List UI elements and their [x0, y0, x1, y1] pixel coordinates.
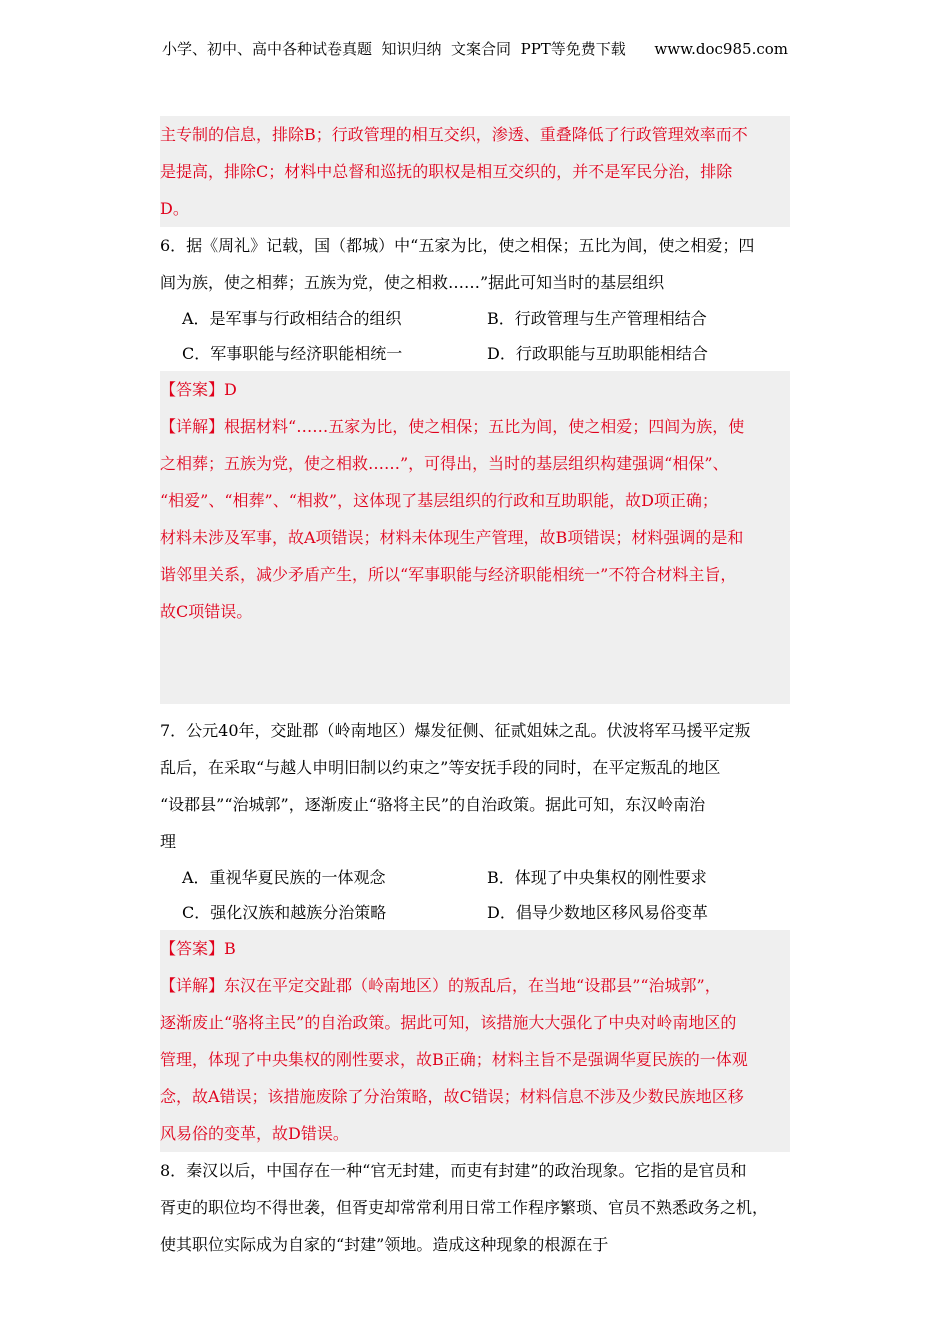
text-line: 理: [160, 832, 177, 851]
detail-line: 管理，体现了中央集权的刚性要求，故B正确；材料主旨不是强调华夏民族的一体观: [160, 1050, 748, 1069]
text-line: “设郡县”“治城郭”，逐渐废止“骆将主民”的自治政策。据此可知，东汉岭南治: [160, 795, 706, 814]
text-line: 8．秦汉以后，中国存在一种“官无封建，而吏有封建”的政治现象。它指的是官员和: [160, 1161, 747, 1180]
text-line: 主专制的信息，排除B；行政管理的相互交织，渗透、重叠降低了行政管理效率而不: [160, 125, 748, 144]
option-d: D．行政职能与互助职能相结合: [487, 344, 708, 363]
option-a: A．重视华夏民族的一体观念: [182, 868, 386, 887]
option-a: A．是军事与行政相结合的组织: [182, 309, 402, 328]
question-6-answer-block: [160, 371, 790, 704]
question-7-options: [160, 860, 790, 930]
detail-line: 逐渐废止“骆将主民”的自治政策。据此可知，该措施大大强化了中央对岭南地区的: [160, 1013, 737, 1032]
page-header: 小学、初中、高中各种试卷真题 知识归纳 文案合同 PPT等免费下载 www.doc985.com: [161, 40, 788, 58]
text-line: 6．据《周礼》记载，国（都城）中“五家为比，使之相保；五比为闾，使之相爱；四: [160, 236, 755, 255]
option-c: C．强化汉族和越族分治策略: [182, 903, 387, 922]
option-c: C．军事职能与经济职能相统一: [182, 344, 403, 363]
answer-label: 【答案】: [160, 380, 225, 399]
detail-line: 【详解】根据材料“……五家为比，使之相保；五比为闾，使之相爱；四闾为族，使: [160, 417, 745, 436]
text-line: 胥吏的职位均不得世袭，但胥吏却常常利用日常工作程序繁琐、官员不熟悉政务之机，: [160, 1198, 769, 1217]
option-b: B．体现了中央集权的刚性要求: [487, 868, 707, 887]
text-line: 使其职位实际成为自家的“封建”领地。造成这种现象的根源在于: [160, 1235, 609, 1254]
detail-label: 【详解】: [160, 417, 225, 436]
question-7-answer-block: [160, 930, 790, 1152]
detail-line: 之相葬；五族为党，使之相救……”，可得出，当时的基层组织构建强调“相保”、: [160, 454, 729, 473]
question-6-options: [160, 301, 790, 371]
text-line: 闾为族，使之相葬；五族为党，使之相救……”据此可知当时的基层组织: [160, 273, 665, 292]
blank-space: [160, 630, 790, 704]
detail-line: 谐邻里关系，减少矛盾产生，所以“军事职能与经济职能相统一”不符合材料主旨，: [160, 565, 737, 584]
detail-line: 风易俗的变革，故D错误。: [160, 1124, 349, 1143]
text-line: 7．公元40年，交趾郡（岭南地区）爆发征侧、征贰姐妹之乱。伏波将军马援平定叛: [160, 721, 751, 740]
detail-line: “相爱”、“相葬”、“相救”，这体现了基层组织的行政和互助职能，故D项正确；: [160, 491, 718, 510]
text-line: 乱后，在采取“与越人申明旧制以约束之”等安抚手段的同时，在平定叛乱的地区: [160, 758, 721, 777]
answer-line: [160, 930, 790, 967]
question-8-stem: [160, 1152, 790, 1263]
detail-line: 材料未涉及军事，故A项错误；材料未体现生产管理，故B项错误；材料强调的是和: [160, 528, 744, 547]
detail-line: 【详解】东汉在平定交趾郡（岭南地区）的叛乱后，在当地“设郡县”“治城郭”，: [160, 976, 721, 995]
answer-value: B: [224, 939, 236, 958]
answer-value: D: [224, 380, 237, 399]
answer-label: 【答案】: [160, 939, 225, 958]
detail-label: 【详解】: [160, 976, 225, 995]
text-line: D。: [160, 199, 189, 218]
prev-answer-tail: [160, 116, 790, 227]
text-line: 是提高，排除C；材料中总督和巡抚的职权是相互交织的，并不是军民分治，排除: [160, 162, 733, 181]
detail-line: 念，故A错误；该措施废除了分治策略，故C错误；材料信息不涉及少数民族地区移: [160, 1087, 744, 1106]
question-6-stem: [160, 227, 790, 301]
document-body: [160, 116, 790, 1263]
option-d: D．倡导少数地区移风易俗变革: [487, 903, 708, 922]
answer-line: [160, 371, 790, 408]
detail-line: 故C项错误。: [160, 602, 253, 621]
option-b: B．行政管理与生产管理相结合: [487, 309, 707, 328]
question-7-stem: [160, 712, 790, 860]
